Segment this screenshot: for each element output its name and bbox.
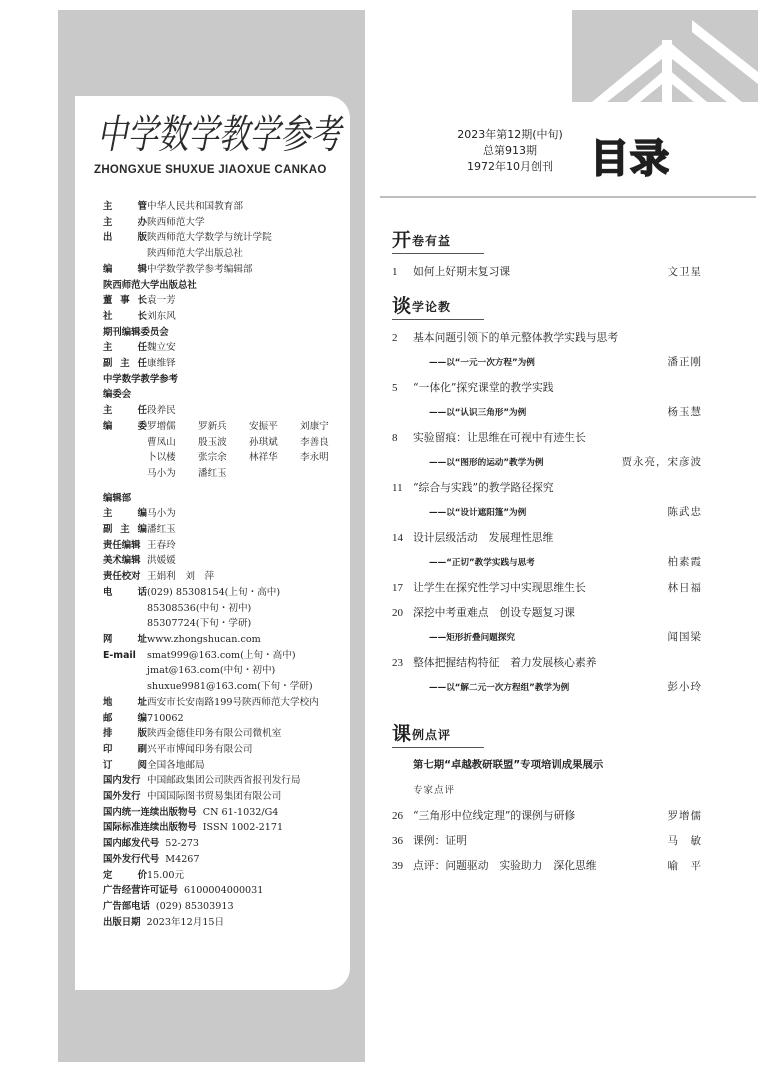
- info-label: 排 版: [103, 728, 147, 740]
- toc-title: “一体化”探究课堂的教学实践: [413, 381, 554, 394]
- table-of-contents: [392, 224, 702, 878]
- toc-author: 林日福: [667, 582, 702, 594]
- info-value: 刘东风: [147, 310, 176, 322]
- section-subheading: 第七期“卓越教研联盟”专项培训成果展示: [413, 759, 604, 771]
- toc-author: 柏素霞: [667, 556, 702, 568]
- toc-title: 基本问题引领下的单元整体教学实践与思考: [413, 331, 619, 344]
- toc-entry: [392, 803, 702, 828]
- info-label: 订 阅: [103, 759, 147, 771]
- email-line: shuxue9981@163.com(下旬・学研): [147, 681, 313, 693]
- toc-entry: [392, 375, 702, 400]
- toc-title: 课例：证明: [413, 834, 467, 847]
- info-value: 马小为: [147, 508, 176, 520]
- info-row: [103, 742, 355, 758]
- email-line: jmat@163.com(中旬・初中): [147, 665, 276, 677]
- info-row: [103, 648, 355, 664]
- toc-page-number: 36: [392, 835, 403, 847]
- editorial-board: [103, 419, 355, 482]
- info-label: 出版日期: [103, 916, 141, 928]
- info-label: 国外发行: [103, 791, 141, 803]
- info-row: [103, 805, 355, 821]
- toc-entry: [392, 325, 702, 350]
- info-label: 邮 编: [103, 712, 147, 724]
- info-label: 主 办: [103, 216, 147, 228]
- toc-entry: [392, 525, 702, 550]
- info-label: 主 管: [103, 201, 147, 212]
- toc-subtitle-row: [392, 400, 702, 425]
- info-value: ISSN 1002-2171: [202, 822, 284, 834]
- info-heading: 陕西师范大学出版总社: [103, 279, 197, 291]
- info-value: 中华人民共和国教育部: [147, 201, 243, 212]
- info-label: E-mail: [103, 649, 136, 661]
- info-label: 主 任: [103, 342, 147, 354]
- toc-entry: [392, 425, 702, 450]
- info-value: 52-273: [165, 838, 200, 850]
- toc-entry: [392, 575, 702, 600]
- toc-subtitle: ——以“图形的运动”教学为例: [429, 458, 544, 468]
- info-label: 编 辑: [103, 263, 147, 275]
- info-label: 副 主 任: [103, 358, 147, 370]
- info-value: 洪媛媛: [147, 555, 176, 567]
- toc-page-number: 8: [392, 432, 398, 444]
- toc-subtitle: ——“正切”教学实践与思考: [429, 558, 535, 568]
- info-value: 陕西师范大学: [147, 216, 205, 228]
- toc-entry: [392, 475, 702, 500]
- info-value: (029) 85308154(上旬・高中): [147, 586, 281, 598]
- info-label: 董 事 长: [103, 295, 147, 307]
- toc-page-number: 14: [392, 532, 403, 544]
- toc-entry: [392, 853, 702, 878]
- section-heading: 开 卷有益: [392, 224, 702, 250]
- info-row: [103, 553, 355, 569]
- toc-subtitle-row: [392, 675, 702, 700]
- info-value: 陕西师范大学数学与统计学院: [147, 232, 272, 244]
- toc-entry: [392, 650, 702, 675]
- toc-title: 深挖中考重难点 创设专题复习课: [413, 606, 575, 619]
- masthead-info: [103, 199, 355, 930]
- toc-subtitle: ——以“设计遮阳篷”为例: [429, 508, 527, 518]
- info-heading: 编辑部: [103, 492, 132, 504]
- toc-title: 整体把握结构特征 着力发展核心素养: [413, 656, 597, 669]
- info-value: 中国国际图书贸易集团有限公司: [147, 791, 282, 803]
- toc-author: 马 敏: [667, 835, 702, 847]
- toc-author: 闻国梁: [667, 631, 702, 643]
- info-value: 兴平市博闻印务有限公司: [147, 743, 253, 755]
- board-member: 曹凤山: [147, 436, 176, 448]
- section-note: 专家点评: [413, 785, 456, 796]
- board-member: [300, 466, 351, 482]
- info-row: [103, 852, 355, 868]
- issue-founded: 1972年10月创刊: [467, 160, 553, 173]
- info-label: 主 编: [103, 508, 147, 520]
- info-value: 王娟利 刘 萍: [147, 571, 215, 583]
- board-member: 潘红玉: [198, 467, 227, 479]
- info-label: 责任编辑: [103, 539, 141, 551]
- info-label: 国内邮发代号: [103, 838, 160, 850]
- info-value: 710062: [147, 712, 184, 724]
- info-heading: 中学数学教学参考: [103, 373, 179, 385]
- toc-subtitle-row: [392, 450, 702, 475]
- board-member-row: [147, 419, 355, 435]
- info-row: [103, 899, 355, 915]
- info-row: [103, 726, 355, 742]
- toc-subtitle: ——矩形折叠问题探究: [429, 633, 515, 643]
- info-label: 网 址: [103, 633, 147, 645]
- board-member: 刘康宁: [300, 420, 329, 432]
- toc-page-number: 2: [392, 332, 398, 344]
- info-row: [103, 403, 355, 419]
- info-label: 国际标准连续出版物号: [103, 822, 197, 834]
- info-value: 段养民: [147, 405, 176, 417]
- board-member: 安振平: [249, 420, 278, 432]
- info-row: [103, 695, 355, 711]
- info-label: 社 长: [103, 310, 147, 322]
- journal-pinyin-name: ZHONGXUE SHUXUE JIAOXUE CANKAO: [94, 164, 327, 176]
- info-label: 国内发行: [103, 775, 141, 787]
- info-row-price: [103, 868, 355, 884]
- journal-logo-text: 中学数学教学参考: [97, 112, 345, 158]
- toc-author: 文卫星: [667, 266, 702, 278]
- info-row: [103, 262, 355, 278]
- toc-title: 点评：问题驱动 实验助力 深化思维: [413, 859, 597, 872]
- toc-subtitle: ——以“一元一次方程”为例: [429, 358, 535, 368]
- info-row: [103, 199, 355, 215]
- info-value: M4267: [165, 853, 200, 865]
- toc-subtitle-row: [392, 350, 702, 375]
- board-member: 林祥华: [249, 452, 278, 464]
- toc-page-number: 39: [392, 860, 403, 872]
- info-value: 2023年12月15日: [146, 916, 225, 928]
- toc-page-number: 11: [392, 482, 403, 494]
- info-row: [103, 293, 355, 309]
- board-member: [249, 466, 300, 482]
- info-row: [103, 230, 355, 246]
- info-value: 陕西金德佳印务有限公司微机室: [147, 728, 282, 740]
- info-value: 西安市长安南路199号陕西师范大学校内: [147, 696, 319, 708]
- board-member: 卜以楼: [147, 452, 176, 464]
- section-heading: 课 例点评: [392, 718, 702, 744]
- toc-entry: [392, 259, 702, 284]
- info-label: 副 主 编: [103, 524, 147, 536]
- toc-title: 如何上好期末复习课: [413, 265, 511, 278]
- toc-title: 实验留痕：让思维在可视中有迹生长: [413, 431, 586, 444]
- issue-number: 2023年第12期(中旬): [457, 128, 563, 141]
- info-row: [103, 569, 355, 585]
- info-label: 编 委: [103, 420, 147, 432]
- info-row: [103, 506, 355, 522]
- bridge-truss-icon: [572, 10, 758, 102]
- info-row: [103, 585, 355, 601]
- board-member: 李善良: [300, 436, 329, 448]
- toc-entry: [392, 828, 702, 853]
- issue-info: [440, 127, 580, 175]
- board-member: 李永明: [300, 452, 329, 464]
- board-member: 张宗余: [198, 452, 227, 464]
- toc-subtitle: ——以“认识三角形”为例: [429, 408, 527, 418]
- board-member-row: [147, 466, 355, 482]
- info-label: 主 任: [103, 405, 147, 417]
- toc-author: 喻 平: [667, 860, 702, 872]
- publisher-line2: 陕西师范大学出版总社: [147, 248, 243, 260]
- section-heading: 谈 学论教: [392, 290, 702, 316]
- info-value: 魏立安: [147, 342, 176, 354]
- info-heading: 编委会: [103, 389, 132, 401]
- info-label: 广告经营许可证号: [103, 885, 179, 897]
- toc-title: “三角形中位线定理”的课例与研修: [413, 809, 576, 822]
- info-row: [103, 309, 355, 325]
- contents-title: 目录: [590, 137, 671, 182]
- info-value: 15.00元: [147, 869, 185, 881]
- board-member: 罗增儒: [147, 420, 176, 432]
- toc-subtitle-row: [392, 500, 702, 525]
- issue-total: 总第913期: [483, 144, 537, 157]
- toc-author: 潘正刚: [667, 356, 702, 368]
- info-value: www.zhongshucan.com: [147, 633, 261, 645]
- toc-subtitle-row: [392, 550, 702, 575]
- toc-page-number: 26: [392, 810, 403, 822]
- info-value: 6100004000031: [184, 885, 264, 897]
- info-row: [103, 215, 355, 231]
- board-members: [147, 419, 355, 482]
- info-row: [103, 522, 355, 538]
- toc-author: 彭小玲: [667, 681, 702, 693]
- info-row: [103, 820, 355, 836]
- header-gray-band: [572, 10, 758, 102]
- toc-author: 贾永亮，宋彦波: [621, 456, 702, 468]
- toc-page-number: 20: [392, 607, 403, 619]
- info-row: [103, 632, 355, 648]
- toc-subtitle: ——以“解二元一次方程组”教学为例: [429, 683, 570, 693]
- info-label: 定 价: [103, 869, 147, 881]
- toc-author: 杨玉慧: [667, 406, 702, 418]
- info-row: [103, 883, 355, 899]
- info-value: 中学数学教学参考编辑部: [147, 263, 253, 275]
- info-value: 袁一芳: [147, 295, 176, 307]
- info-value: smat999@163.com(上旬・高中): [147, 649, 296, 661]
- info-row: [103, 915, 355, 931]
- info-row: [103, 773, 355, 789]
- info-value: 全国各地邮局: [147, 759, 205, 771]
- info-label: 电 话: [103, 586, 147, 598]
- info-row: [103, 711, 355, 727]
- info-label: 地 址: [103, 696, 147, 708]
- toc-entry: [392, 600, 702, 625]
- phone-line: 85308536(中旬・初中): [147, 602, 252, 614]
- info-label: 美术编辑: [103, 555, 141, 567]
- info-label: 国外发行代号: [103, 853, 160, 865]
- info-row: [103, 340, 355, 356]
- info-heading: 期刊编辑委员会: [103, 326, 169, 338]
- toc-page-number: 17: [392, 582, 403, 594]
- board-member: 孙琪斌: [249, 436, 278, 448]
- info-label: 责任校对: [103, 571, 141, 583]
- info-label: 广告部电话: [103, 900, 150, 912]
- info-row: [103, 538, 355, 554]
- info-label: 印 刷: [103, 743, 147, 755]
- toc-title: 设计层级活动 发展理性思维: [413, 531, 554, 544]
- toc-author: 罗增儒: [667, 810, 702, 822]
- toc-page-number: 23: [392, 657, 403, 669]
- info-row: [103, 789, 355, 805]
- info-row: [103, 356, 355, 372]
- phone-line: 85307724(下旬・学研): [147, 618, 252, 630]
- toc-author: 陈武忠: [667, 506, 702, 518]
- journal-logo-calligraphy: [95, 104, 345, 158]
- board-member: 罗新兵: [198, 420, 227, 432]
- info-label: 出 版: [103, 232, 147, 244]
- toc-subtitle-row: [392, 625, 702, 650]
- info-row: [103, 836, 355, 852]
- board-member-row: [147, 435, 355, 451]
- info-value: 王春玲: [147, 539, 176, 551]
- toc-page-number: 1: [392, 266, 398, 278]
- header-divider: [380, 196, 756, 198]
- board-member-row: [147, 450, 355, 466]
- toc-page-number: 5: [392, 382, 398, 394]
- toc-title: 让学生在探究性学习中实现思维生长: [413, 581, 586, 594]
- board-member: 殷玉波: [198, 436, 227, 448]
- toc-title: “综合与实践”的教学路径探究: [413, 481, 554, 494]
- info-value: 潘红玉: [147, 524, 176, 536]
- info-value: (029) 85303913: [155, 900, 234, 912]
- info-row: [103, 758, 355, 774]
- info-label: 国内统一连续出版物号: [103, 806, 197, 818]
- info-value: CN 61-1032/G4: [202, 806, 279, 818]
- board-member: 马小为: [147, 467, 176, 479]
- info-value: 中国邮政集团公司陕西省报刊发行局: [147, 775, 301, 787]
- info-value: 康维铎: [147, 358, 176, 370]
